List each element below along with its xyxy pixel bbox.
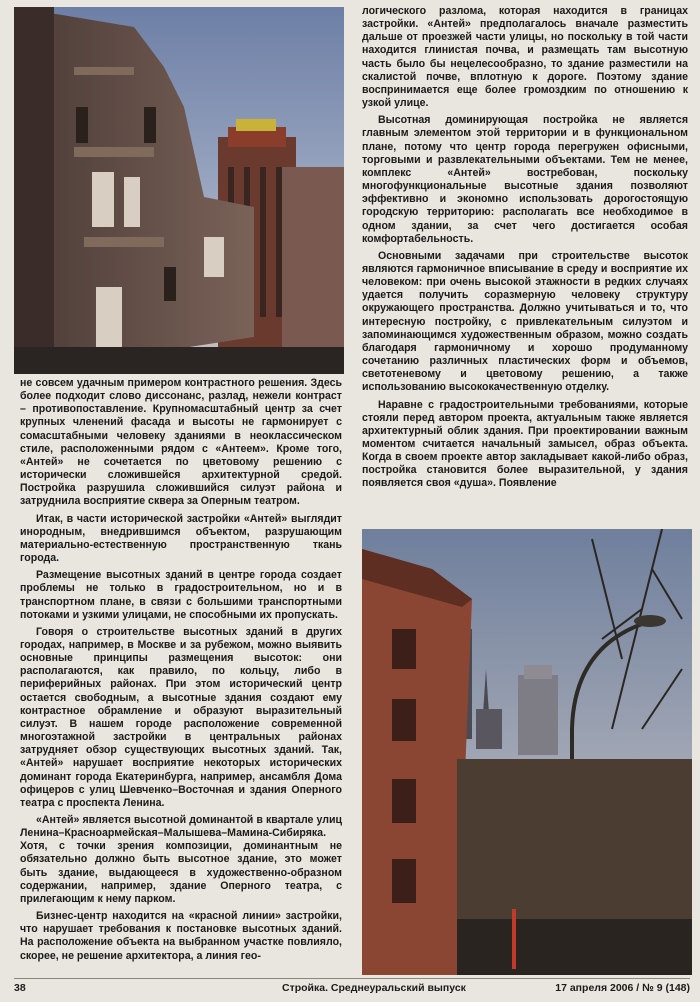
page-number: 38 — [14, 982, 26, 994]
left-text-column — [20, 377, 342, 970]
street-photo — [362, 529, 692, 975]
paragraph: Итак, в части исторической застройки «Антей» выглядит инородным, внедрившимся объектом, разрушающим материально-естественную пространственную ткань города. — [20, 512, 342, 565]
paragraph: логического разлома, которая находится в границах застройки. «Антей» предполагалось вначале разместить дальше от проезжей части улицы, но поскольку в той части находится глинистая почва, и размещать там высотную часть было бы нецелесообразно, то здание разместили на скалистой почве, вплотную к дороге. Поэтому здание воспринимается еще более громоздким по отношению к узкой улице. — [362, 5, 688, 110]
paragraph: «Антей» является высотной доминантой в квартале улиц Ленина–Красноармейская–Малышева–Мамина-Сибиряка. Хотя, с точки зрения композиции, доминантным не обязательно должно быть высотное здание, это может быть здание, выдающееся в художественно-образном содержании, например, здание Оперного театра, с прилегающим к нему парком. — [20, 814, 342, 905]
street-photo-icon — [362, 529, 692, 975]
page-footer — [14, 982, 690, 998]
paragraph: Высотная доминирующая постройка не является главным элементом этой территории и в функциональном плане, потому что центр города перегружен офисными, торговыми и развлекательными объектами. Тем не менее, комплекс «Антей» востребован, поскольку многофункциональные высотные здания позволяют эффективно и экономно использовать дорогостоящую городскую территорию: располагать все необходимое в одном здании, за счет чего достигается особая комфортабельность. — [362, 114, 688, 245]
building-photo-icon — [14, 7, 344, 374]
building-photo — [14, 7, 344, 374]
paragraph: Основными задачами при строительстве высоток являются гармоничное вписывание в среду и восприятие их человеком: при очень высокой этажности в редких случаях удается получить соразмерную человеку структуру окружающего пространства. Должно учитываться и то, что интересную постройку, с привлекательным силуэтом и запоминающимся художественным образом, можно создать благодаря гармоничному и хорошо продуманному сочетанию различных пластических форм и объемов, светотеневому и цветовому решению, а также использованию высококачественную отделку. — [362, 249, 688, 394]
footer-divider — [14, 978, 690, 979]
publication-name: Стройка. Среднеуральский выпуск — [282, 982, 466, 994]
right-text-column — [362, 5, 688, 524]
paragraph: Говоря о строительстве высотных зданий в других городах, например, в Москве и за рубежом, можно выявить основные принципы размещения высоток: они располагаются, как правило, по кольцу, либо в периферийных районах. При этом исторический центр остается свободным, а высотные здания создают ему контрастное обрамление и образуют выразительный силуэт. В нашем городе расположение современной многоэтажной застройки в центральных районах затрудняет обзор существующих высотных зданий. Так, «Антей» нарушает восприятие некоторых исторических доминант города Екатеринбурга, например, ансамбля Дома офицеров с улиц Шевченко–Восточная и здания Оперного театра с проспекта Ленина. — [20, 625, 342, 809]
issue-date: 17 апреля 2006 / № 9 (148) — [555, 982, 690, 994]
paragraph: не совсем удачным примером контрастного решения. Здесь более подходит слово диссонанс, разлад, нежели контраст – противопоставление. Крупномасштабный центр за счет крупных членений фасада и высоты не гармонирует с сомасштабными человеку зданиями в неоклассическом стиле, расположенными рядом с «Антеем». Кроме того, «Антей» не сочетается по цветовому решению с исторически сложившейся архитектурной средой. Постройка разрушила сложившийся силуэт района и затруднила восприятие сквера за Оперным театром. — [20, 377, 342, 508]
paragraph: Бизнес-центр находится на «красной линии» застройки, что нарушает требования к постановке высотных зданий. На расположение объекта на выбранном участке повлияло, скорее, не решение архитектора, а линия гео- — [20, 910, 342, 962]
paragraph: Размещение высотных зданий в центре города создает проблемы не только в градостроительном, но и в транспортном плане, в связи с большими транспортными потоками и узкими улицами, не способными их пропускать. — [20, 569, 342, 621]
paragraph: Наравне с градостроительными требованиями, которые стояли перед автором проекта, актуальным также является архитектурный облик здания. При проектировании важным моментом считается начальный замысел, образ объекта. Когда в своем проекте автор закладывает какой-либо образ, постройка становится более выразительной, у здания появляется своя «душа». Появление — [362, 398, 688, 490]
